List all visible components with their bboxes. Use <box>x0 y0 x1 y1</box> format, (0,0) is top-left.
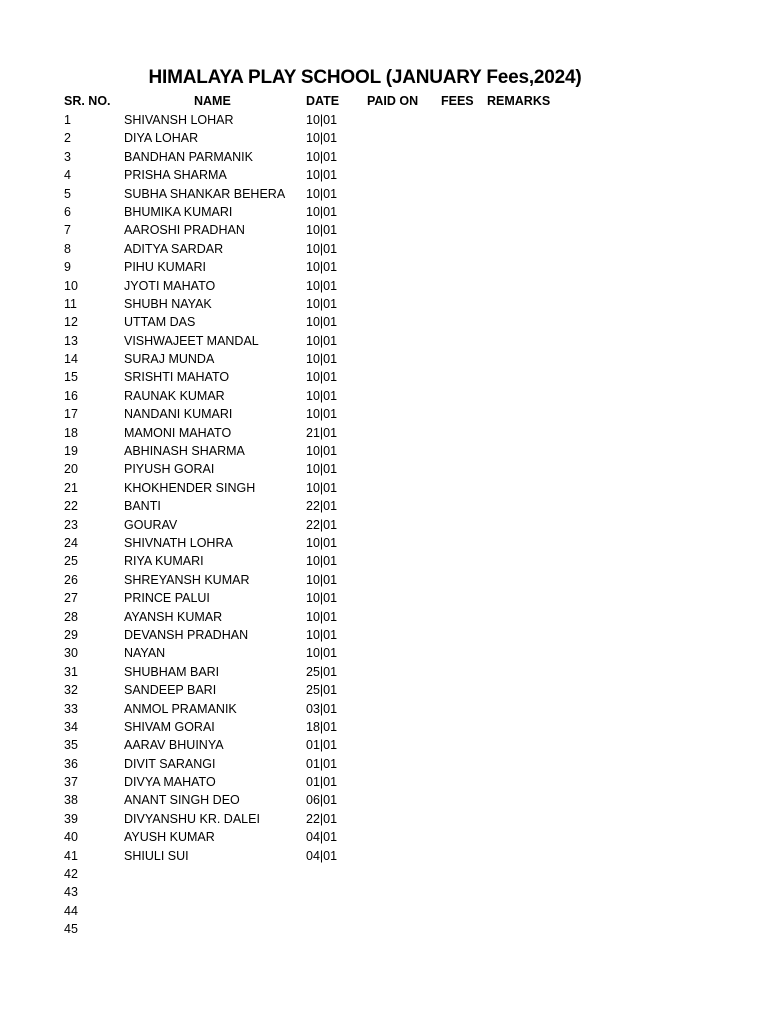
table-row <box>0 829 768 847</box>
table-row <box>0 682 768 700</box>
row-date: 10|01 <box>306 333 338 348</box>
row-date: 10|01 <box>306 186 338 201</box>
row-sr-no: 33 <box>64 701 78 716</box>
row-date: 10|01 <box>306 480 338 495</box>
row-date: 22|01 <box>306 517 338 532</box>
row-date: 10|01 <box>306 591 338 606</box>
row-sr-no: 18 <box>64 425 78 440</box>
row-sr-no: 24 <box>64 535 78 550</box>
row-sr-no: 14 <box>64 352 78 367</box>
table-row <box>0 241 768 259</box>
row-name: PIHU KUMARI <box>124 260 206 275</box>
row-sr-no: 38 <box>64 793 78 808</box>
row-name: JYOTI MAHATO <box>124 278 216 293</box>
row-date: 10|01 <box>306 315 338 330</box>
table-row <box>0 811 768 829</box>
row-date: 21|01 <box>306 425 338 440</box>
row-sr-no: 17 <box>64 407 78 422</box>
row-date: 10|01 <box>306 168 338 183</box>
row-name: PRINCE PALUI <box>124 591 210 606</box>
row-date: 10|01 <box>306 113 338 127</box>
row-name: DIVYANSHU KR. DALEI <box>124 811 260 826</box>
table-row <box>0 664 768 682</box>
row-name: KHOKHENDER SINGH <box>124 480 256 495</box>
table-row <box>0 535 768 553</box>
row-date: 10|01 <box>306 388 338 403</box>
row-date: 10|01 <box>306 627 338 642</box>
row-date: 01|01 <box>306 775 338 790</box>
row-date: 10|01 <box>306 149 338 164</box>
row-sr-no: 16 <box>64 388 78 403</box>
row-sr-no: 9 <box>64 260 71 275</box>
row-sr-no: 21 <box>64 480 78 495</box>
table-row <box>0 627 768 645</box>
row-name: DIVIT SARANGI <box>124 756 216 771</box>
row-sr-no: 20 <box>64 462 78 477</box>
table-row <box>0 351 768 369</box>
table-row <box>0 719 768 737</box>
table-row <box>0 406 768 424</box>
table-row <box>0 792 768 810</box>
row-name: UTTAM DAS <box>124 315 196 330</box>
row-date: 06|01 <box>306 793 338 808</box>
row-name: SHREYANSH KUMAR <box>124 572 250 587</box>
row-sr-no: 25 <box>64 554 78 569</box>
table-row <box>0 884 768 902</box>
row-sr-no: 15 <box>64 370 78 385</box>
table-row <box>0 461 768 479</box>
row-sr-no: 19 <box>64 444 78 459</box>
row-date: 10|01 <box>306 131 338 146</box>
table-row <box>0 204 768 222</box>
row-sr-no: 1 <box>64 113 71 127</box>
table-row <box>0 130 768 148</box>
row-sr-no: 45 <box>64 922 78 937</box>
row-date: 10|01 <box>306 241 338 256</box>
table-row <box>0 866 768 884</box>
row-name: SHIVNATH LOHRA <box>124 535 233 550</box>
row-sr-no: 43 <box>64 885 78 900</box>
row-date: 10|01 <box>306 204 338 219</box>
row-sr-no: 13 <box>64 333 78 348</box>
row-sr-no: 42 <box>64 867 78 882</box>
row-name: ANANT SINGH DEO <box>124 793 240 808</box>
table-row <box>0 369 768 387</box>
row-name: SHUBHAM BARI <box>124 664 220 679</box>
row-name: SHIVAM GORAI <box>124 719 215 734</box>
row-date: 10|01 <box>306 572 338 587</box>
row-sr-no: 22 <box>64 499 78 514</box>
row-date: 10|01 <box>306 223 338 238</box>
table-row <box>0 921 768 939</box>
header-remarks: REMARKS <box>487 94 551 108</box>
row-sr-no: 39 <box>64 811 78 826</box>
row-name: BANTI <box>124 499 161 514</box>
header-fees: FEES <box>441 94 474 108</box>
table-row <box>0 186 768 204</box>
table-row <box>0 333 768 351</box>
table-row <box>0 701 768 719</box>
row-date: 01|01 <box>306 738 338 753</box>
row-name: DIYA LOHAR <box>124 131 199 146</box>
row-sr-no: 29 <box>64 627 78 642</box>
table-row <box>0 443 768 461</box>
row-sr-no: 28 <box>64 609 78 624</box>
table-row <box>0 296 768 314</box>
table-row <box>0 609 768 627</box>
row-name: AYANSH KUMAR <box>124 609 223 624</box>
table-header <box>0 94 768 112</box>
table-row <box>0 259 768 277</box>
row-name: MAMONI MAHATO <box>124 425 232 440</box>
row-name: AYUSH KUMAR <box>124 830 215 845</box>
row-date: 04|01 <box>306 848 338 863</box>
row-date: 10|01 <box>306 554 338 569</box>
header-sr-no: SR. NO. <box>64 94 111 108</box>
table-row <box>0 480 768 498</box>
row-name: NAYAN <box>124 646 166 661</box>
row-date: 10|01 <box>306 535 338 550</box>
table-row <box>0 903 768 921</box>
page-title: HIMALAYA PLAY SCHOOL (JANUARY Fees,2024) <box>148 67 582 88</box>
row-name: RAUNAK KUMAR <box>124 388 225 403</box>
row-name: RIYA KUMARI <box>124 554 204 569</box>
row-sr-no: 31 <box>64 664 78 679</box>
row-date: 04|01 <box>306 830 338 845</box>
row-name: AAROSHI PRADHAN <box>124 223 245 238</box>
row-name: SRISHTI MAHATO <box>124 370 230 385</box>
row-sr-no: 4 <box>64 168 71 183</box>
table-row <box>0 222 768 240</box>
table-row <box>0 388 768 406</box>
row-name: DEVANSH PRADHAN <box>124 627 249 642</box>
row-name: PRISHA SHARMA <box>124 168 227 183</box>
table-row <box>0 645 768 663</box>
row-date: 01|01 <box>306 756 338 771</box>
row-name: DIVYA MAHATO <box>124 775 216 790</box>
row-sr-no: 23 <box>64 517 78 532</box>
row-sr-no: 41 <box>64 848 78 863</box>
table-row <box>0 517 768 535</box>
row-name: SHIULI SUI <box>124 848 189 863</box>
row-date: 10|01 <box>306 646 338 661</box>
row-date: 18|01 <box>306 719 338 734</box>
row-sr-no: 35 <box>64 738 78 753</box>
row-date: 10|01 <box>306 462 338 477</box>
header-paid-on: PAID ON <box>367 94 419 108</box>
row-sr-no: 44 <box>64 903 78 918</box>
row-date: 10|01 <box>306 278 338 293</box>
row-date: 10|01 <box>306 370 338 385</box>
table-row <box>0 278 768 296</box>
row-name: ABHINASH SHARMA <box>124 444 245 459</box>
table-body <box>0 112 768 940</box>
row-date: 10|01 <box>306 444 338 459</box>
row-sr-no: 26 <box>64 572 78 587</box>
row-sr-no: 10 <box>64 278 78 293</box>
table-row <box>0 553 768 571</box>
row-sr-no: 36 <box>64 756 78 771</box>
row-name: ANMOL PRAMANIK <box>124 701 237 716</box>
row-name: SURAJ MUNDA <box>124 352 215 367</box>
row-date: 10|01 <box>306 352 338 367</box>
row-date: 25|01 <box>306 664 338 679</box>
row-name: NANDANI KUMARI <box>124 407 233 422</box>
row-sr-no: 37 <box>64 775 78 790</box>
row-date: 25|01 <box>306 683 338 698</box>
row-name: VISHWAJEET MANDAL <box>124 333 259 348</box>
row-name: SHIVANSH LOHAR <box>124 113 234 127</box>
row-sr-no: 8 <box>64 241 71 256</box>
row-sr-no: 5 <box>64 186 71 201</box>
row-name: SANDEEP BARI <box>124 683 217 698</box>
row-date: 10|01 <box>306 407 338 422</box>
row-date: 22|01 <box>306 811 338 826</box>
row-sr-no: 2 <box>64 131 71 146</box>
table-row <box>0 590 768 608</box>
row-sr-no: 11 <box>64 296 77 311</box>
table-row <box>0 425 768 443</box>
header-date: DATE <box>306 94 340 108</box>
table-row <box>0 774 768 792</box>
row-sr-no: 30 <box>64 646 78 661</box>
table-row <box>0 112 768 130</box>
table-row <box>0 756 768 774</box>
row-name: BANDHAN PARMANIK <box>124 149 253 164</box>
row-sr-no: 6 <box>64 204 71 219</box>
table-row <box>0 848 768 866</box>
header-name: NAME <box>194 94 231 108</box>
table-row <box>0 737 768 755</box>
table-row <box>0 572 768 590</box>
row-name: PIYUSH GORAI <box>124 462 215 477</box>
row-date: 10|01 <box>306 296 338 311</box>
row-name: ADITYA SARDAR <box>124 241 224 256</box>
table-row <box>0 498 768 516</box>
row-sr-no: 7 <box>64 223 71 238</box>
row-sr-no: 32 <box>64 683 78 698</box>
row-sr-no: 40 <box>64 830 78 845</box>
table-row <box>0 314 768 332</box>
row-date: 10|01 <box>306 609 338 624</box>
row-sr-no: 27 <box>64 591 78 606</box>
table-row <box>0 149 768 167</box>
row-sr-no: 34 <box>64 719 78 734</box>
row-date: 03|01 <box>306 701 338 716</box>
row-name: GOURAV <box>124 517 178 532</box>
row-name: SUBHA SHANKAR BEHERA <box>124 186 286 201</box>
row-sr-no: 12 <box>64 315 78 330</box>
row-sr-no: 3 <box>64 149 71 164</box>
row-name: SHUBH NAYAK <box>124 296 212 311</box>
row-date: 10|01 <box>306 260 338 275</box>
table-row <box>0 167 768 185</box>
row-name: AARAV BHUINYA <box>124 738 224 753</box>
row-date: 22|01 <box>306 499 338 514</box>
row-name: BHUMIKA KUMARI <box>124 204 233 219</box>
